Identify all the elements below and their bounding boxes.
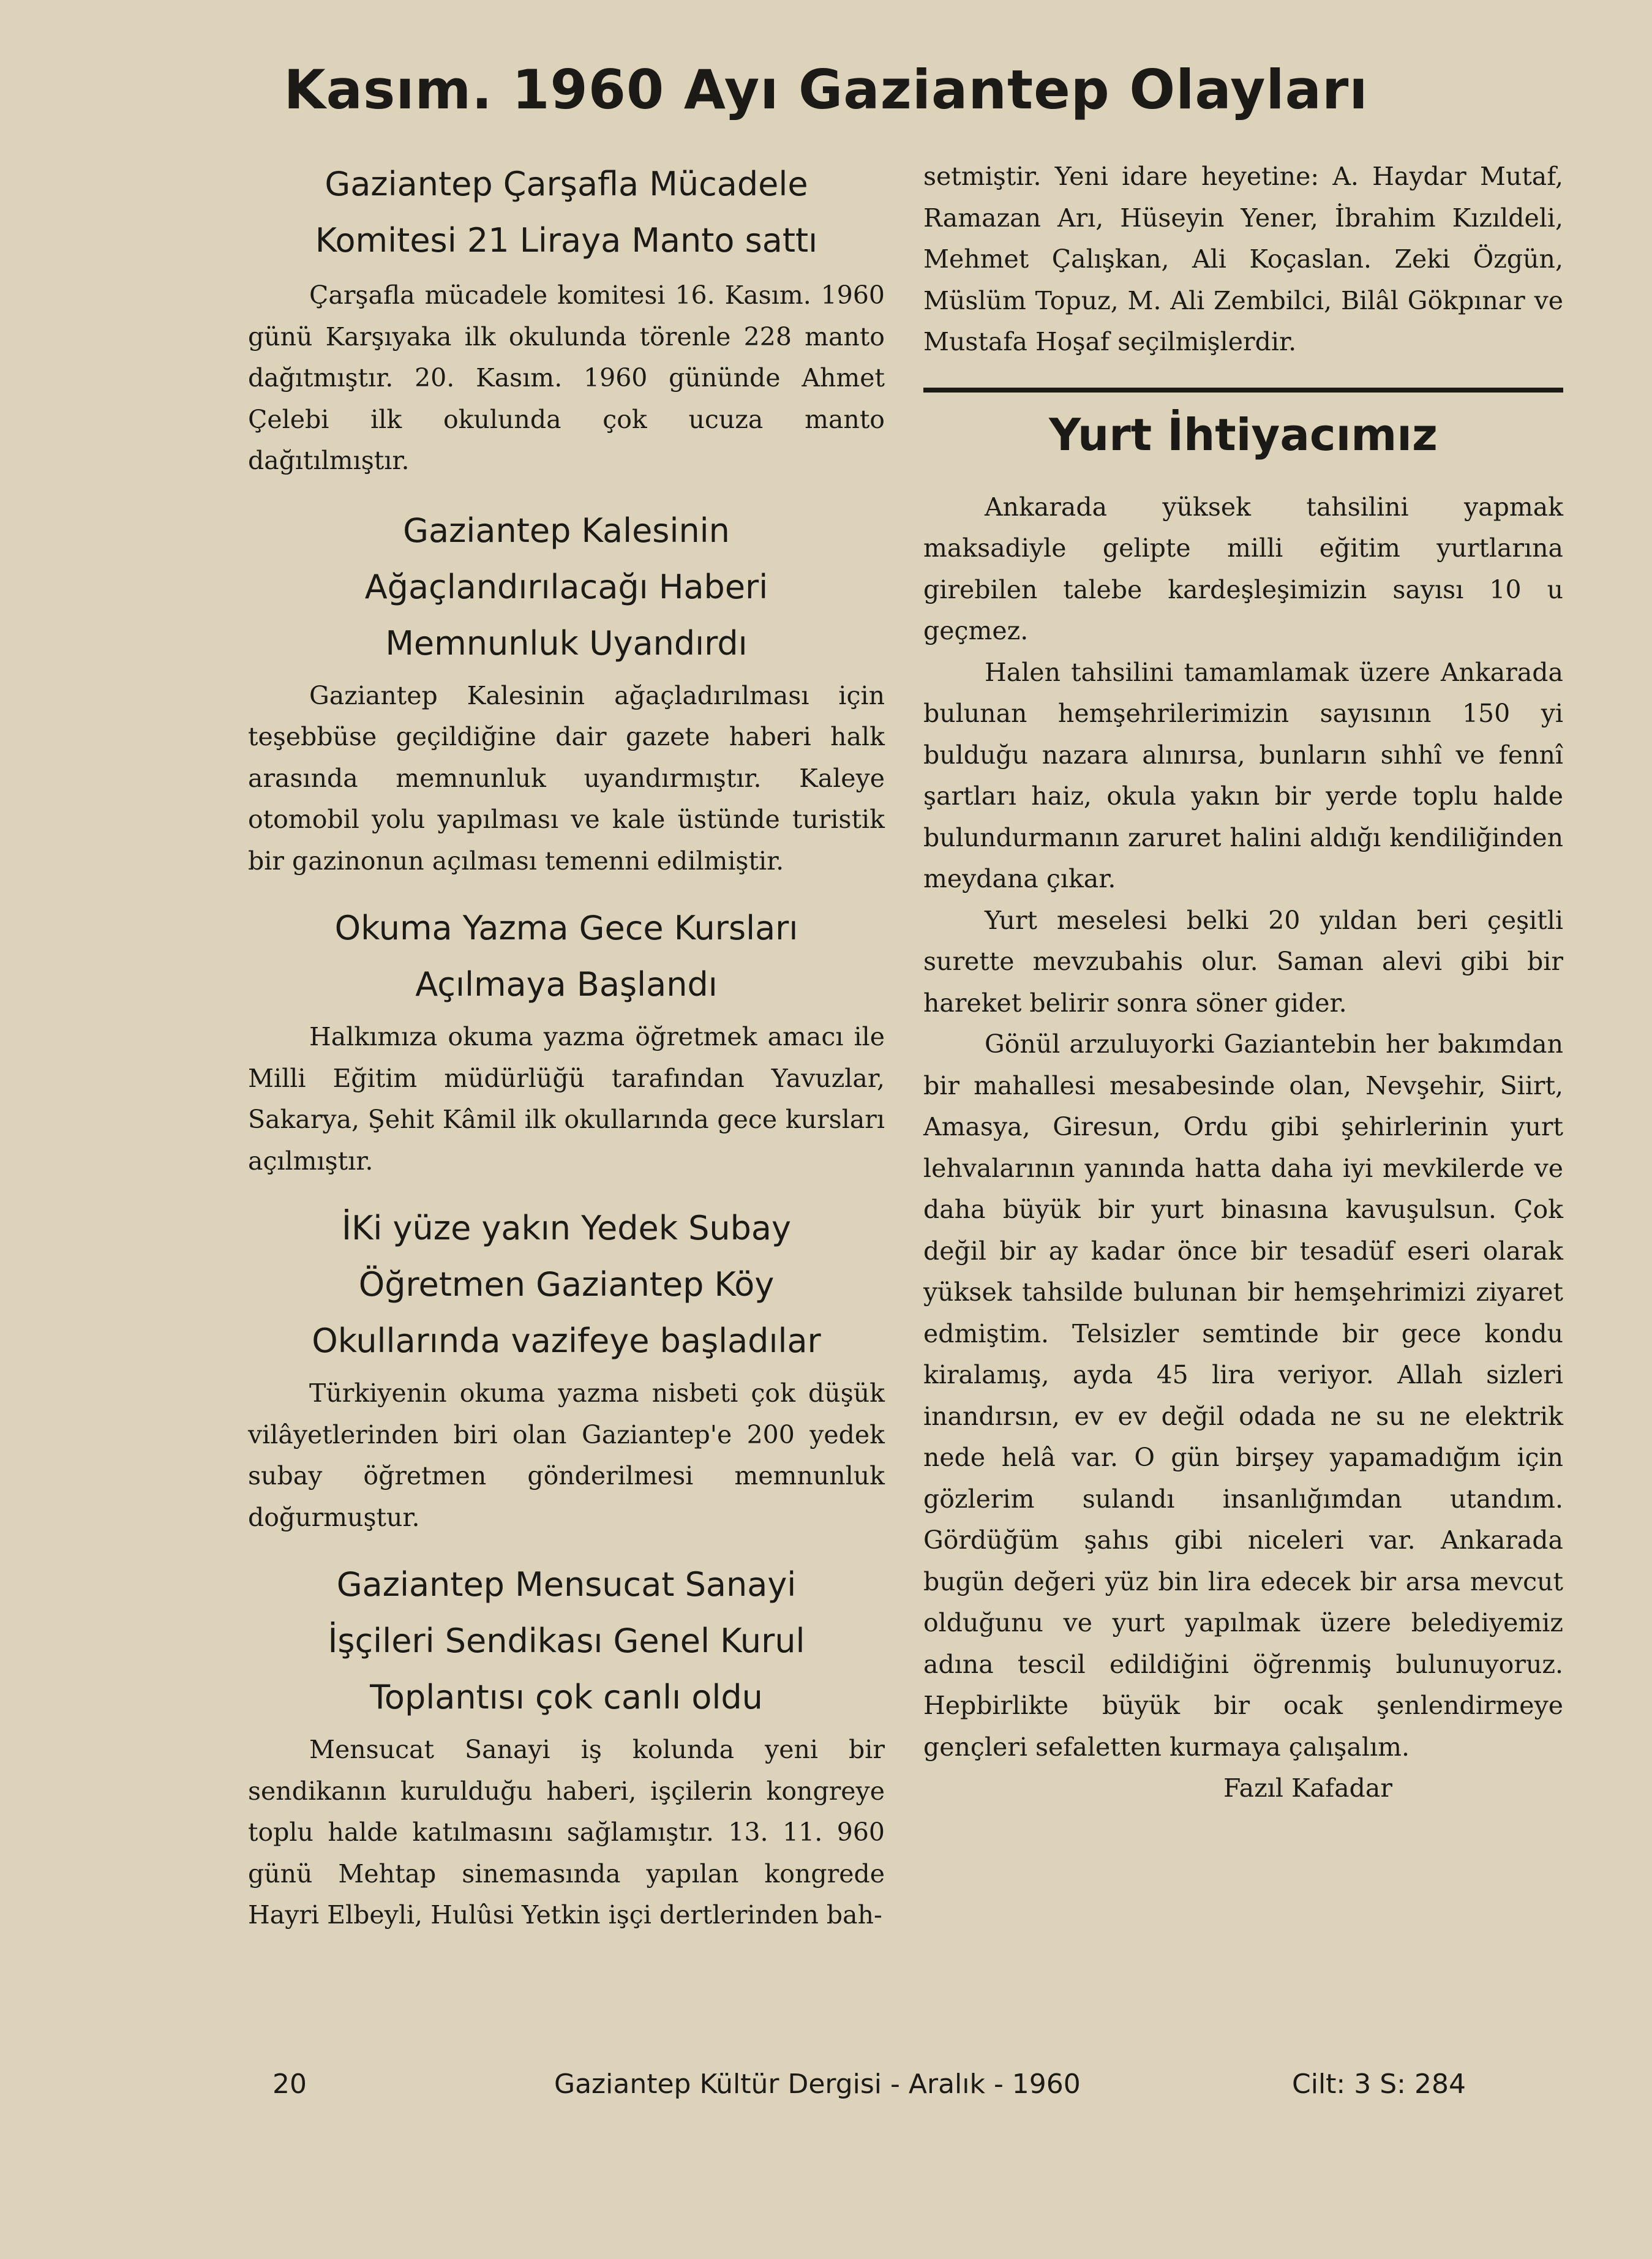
page-title: Kasım. 1960 Ayı Gaziantep Olayları — [283, 58, 1369, 121]
news-item — [248, 156, 885, 482]
headline-line: Memnunluk Uyandırdı — [385, 623, 748, 663]
article-paragraph: Ankarada yüksek tahsilini yapmak maksadiyle gelipte milli eğitim yurtlarına girebilen talebe kardeşleşimizin sayısı 10 u geçmez. — [923, 492, 1563, 645]
news-body: Mensucat Sanayi iş kolunda yeni bir sendikanın kurulduğu haberi, işçilerin kongreye toplu halde katılmasını sağlamıştır. 13. 11. 960 günü Mehtap sinemasında yapılan kongrede Hayri Elbeyli, Hulûsi Yetkin işçi dertlerinden bah- — [248, 1735, 885, 1930]
headline-line: İKi yüze yakın Yedek Subay — [342, 1209, 791, 1247]
news-item — [248, 1200, 885, 1538]
news-item — [248, 503, 885, 882]
headline-line: Ağaçlandırılacağı Haberi — [364, 567, 768, 606]
headline-line: Okuma Yazma Gece Kursları — [334, 909, 798, 947]
article-paragraph: Gönül arzuluyorki Gaziantebin her bakımdan bir mahallesi mesabesinde olan, Nevşehir, Siirt, Amasya, Giresun, Ordu gibi şehirlerinin yurt lehvalarının yanında hatta daha iyi mevkilerde ve daha büyük bir yurt binasına kavuşulsun. Çok değil bir ay kadar önce bir tesadüf eseri olarak yüksek tahsilde bulunan bir hemşehrimizi ziyaret edmiştim. Telsizler semtinde bir gece kondu kiralamış, ayda 45 lira veriyor. Allah sizleri inandırsın, ev ev değil odada ne su ne elektrik nede helâ var. O gün birşey yapamadığım için gözlerim sulandı insanlığımdan utandım. Gördüğüm şahıs gibi niceleri var. Ankarada bugün değeri yüz bin lira edecek bir arsa mevcut olduğunu ve yurt yapılmak üzere belediyemiz adına tescil edildiğini öğrenmiş bulunuyoruz. Hepbirlikte büyük bir ocak şenlendirmeye gençleri sefaletten kurmaya çalışalım. — [923, 1029, 1563, 1762]
divider — [923, 388, 1563, 393]
author-signature: Fazıl Kafadar — [1223, 1773, 1392, 1803]
page-number: 20 — [272, 2069, 307, 2100]
headline-line: Gaziantep Kalesinin — [403, 511, 730, 550]
headline-line: Okullarında vazifeye başladılar — [312, 1321, 821, 1360]
headline-line: Öğretmen Gaziantep Köy — [358, 1265, 775, 1304]
article-title: Yurt İhtiyacımız — [1049, 408, 1438, 460]
news-body: Halkımıza okuma yazma öğretmek amacı ile Milli Eğitim müdürlüğü tarafından Yavuzlar, Sakarya, Şehit Kâmil ilk okullarında gece kursları açılmıştır. — [248, 1022, 885, 1176]
volume-issue: Cilt: 3 S: 284 — [1292, 2069, 1466, 2100]
news-body: Türkiyenin okuma yazma nisbeti çok düşük vilâyetlerinden biri olan Gaziantep'e 200 yedek subay öğretmen gönderilmesi memnunluk doğurmuştur. — [248, 1378, 885, 1532]
headline-line: Açılmaya Başlandı — [415, 965, 718, 1004]
headline-line: Gaziantep Çarşafla Mücadele — [325, 165, 808, 203]
left-column — [248, 156, 885, 1936]
news-body: Gaziantep Kalesinin ağaçladırılması için teşebbüse geçildiğine dair gazete haberi halk arasında memnunluk uyandırmıştır. Kaleye otomobil yolu yapılması ve kale üstünde turistik bir gazinonun açılması temenni edilmiştir. — [248, 680, 885, 876]
right-column — [923, 156, 1563, 1810]
headline-line: Toplantısı çok canlı oldu — [370, 1678, 763, 1716]
article-paragraph: Yurt meselesi belki 20 yıldan beri çeşitli surette mevzubahis olur. Saman alevi gibi bir hareket belirir sonra söner gider. — [923, 905, 1563, 1018]
news-item — [248, 900, 885, 1182]
headline-line: İşçileri Sendikası Genel Kurul — [328, 1622, 805, 1660]
headline-line: Komitesi 21 Liraya Manto sattı — [315, 221, 818, 260]
continued-text: setmiştir. Yeni idare heyetine: A. Haydar Mutaf, Ramazan Arı, Hüseyin Yener, İbrahim Kızıldeli, Mehmet Çalışkan, Ali Koçaslan. Zeki Özgün, Müslüm Topuz, M. Ali Zembilci, Bilâl Gökpınar ve Mustafa Hoşaf seçilmişlerdir. — [923, 162, 1563, 356]
page-footer — [272, 2069, 1503, 2111]
article-paragraph: Halen tahsilini tamamlamak üzere Ankarada bulunan hemşehrilerimizin sayısının 150 yi bulduğu nazara alınırsa, bunların sıhhî ve fennî şartları haiz, okula yakın bir yerde toplu halde bulundurmanın zaruret halini aldığı kendiliğinden meydana çıkar. — [923, 657, 1563, 893]
news-item — [248, 1557, 885, 1936]
journal-name: Gaziantep Kültür Dergisi - Aralık - 1960 — [554, 2069, 1081, 2100]
news-body: Çarşafla mücadele komitesi 16. Kasım. 1960 günü Karşıyaka ilk okulunda törenle 228 manto dağıtmıştır. 20. Kasım. 1960 gününde Ahmet Çelebi ilk okulunda çok ucuza manto dağıtılmıştır. — [248, 280, 885, 475]
headline-line: Gaziantep Mensucat Sanayi — [336, 1565, 797, 1604]
